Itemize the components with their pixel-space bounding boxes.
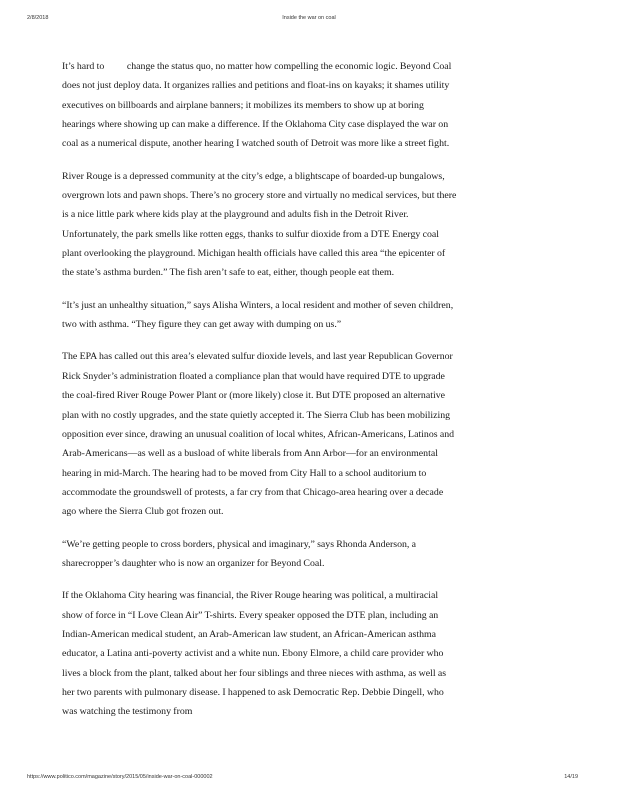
- print-footer: [0, 774, 618, 784]
- page-url: https://www.politico.com/magazine/story/2015/05/inside-war-on-coal-000002: [27, 774, 213, 780]
- print-date: 2/8/2018: [27, 15, 49, 21]
- print-title: Inside the war on coal: [282, 15, 336, 21]
- paragraph: If the Oklahoma City hearing was financial, the River Rouge hearing was political, a multiracial show of force in “I Love Clean Air” T-shirts. Every speaker opposed the DTE plan, including an Indian-American medical student, an Arab-American law student, an African-American asthma educator, a Latina anti-poverty activist and a white nun. Ebony Elmore, a child care provider who lives a block from the plant, talked about her four siblings and three nieces with asthma, as well as her two parents with pulmonary disease. I happened to ask Democratic Rep. Debbie Dingell, who was watching the testimony from: [62, 590, 447, 718]
- print-header: [0, 15, 618, 25]
- paragraph: It’s hard to change the status quo, no matter how compelling the economic logic. Beyond Coal does not just deploy data. It organizes rallies and petitions and float-ins on kayaks; it shames utility executives on billboards and airplane banners; it mobilizes its members to show up at boring hearings where showing up can make a difference. If the Oklahoma City case displayed the war on coal as a numerical dispute, another hearing I watched south of Detroit was more like a street fight.: [62, 61, 454, 150]
- paragraph: The EPA has called out this area’s elevated sulfur dioxide levels, and last year Republican Governor Rick Snyder’s administration floated a compliance plan that would have required DTE to upgrade the coal-fired River Rouge Power Plant or (more likely) close it. But DTE proposed an alternative plan with no costly upgrades, and the state quietly accepted it. The Sierra Club has been mobilizing opposition ever since, drawing an unusual coalition of local whites, African-Americans, Latinos and Arab-Americans—as well as a busload of white liberals from Ann Arbor—for an environmental hearing in mid-March. The hearing had to be moved from City Hall to a school auditorium to accommodate the groundswell of protests, a far cry from that Chicago-area hearing over a decade ago where the Sierra Club got frozen out.: [62, 351, 455, 518]
- paragraph: River Rouge is a depressed community at the city’s edge, a blightscape of boarded-up bungalows, overgrown lots and pawn shops. There’s no grocery store and virtually no medical services, but there is a nice little park where kids play at the playground and adults fish in the Detroit River. Unfortunately, the park smells like rotten eggs, thanks to sulfur dioxide from a DTE Energy coal plant overlooking the playground. Michigan health officials have called this area “the epicenter of the state’s asthma burden.” The fish aren’t safe to eat, either, though people eat them.: [62, 170, 457, 279]
- paragraph: “It’s just an unhealthy situation,” says Alisha Winters, a local resident and mother of seven children, two with asthma. “They figure they can get away with dumping on us.”: [62, 299, 454, 331]
- article-body: [62, 57, 457, 735]
- page-number: 14/19: [564, 774, 578, 780]
- paragraph: “We’re getting people to cross borders, physical and imaginary,” says Rhonda Anderson, a sharecropper’s daughter who is now an organizer for Beyond Coal.: [62, 538, 416, 569]
